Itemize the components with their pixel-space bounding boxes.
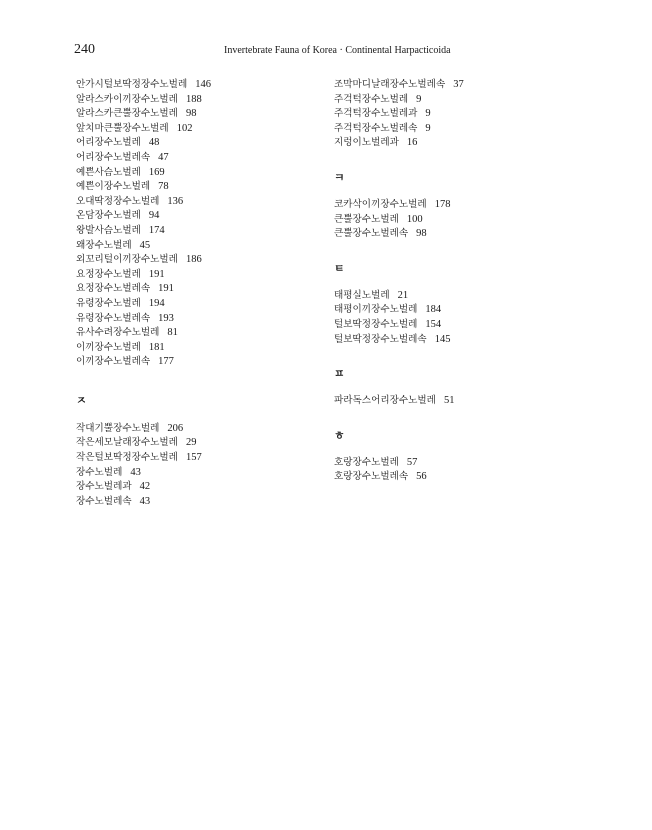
index-entry — [76, 480, 316, 495]
index-page-number: 191 — [148, 268, 165, 280]
index-term: 요정장수노벌레속 — [76, 283, 151, 295]
index-term: 큰뿔장수노벌레속 — [334, 228, 409, 240]
index-group — [334, 262, 594, 347]
index-term: 작은털보딱정장수노벌레 — [76, 452, 178, 464]
index-term: 안가시털보딱정장수노벌레 — [76, 79, 188, 90]
index-page-number: 178 — [434, 198, 451, 210]
index-page-number: 9 — [425, 108, 431, 120]
index-entry — [76, 107, 316, 122]
index-page-number: 16 — [406, 137, 418, 149]
index-term: 유령장수노벌레 — [76, 297, 141, 309]
index-term: 장수노벌레과 — [76, 481, 132, 493]
index-term: 어리장수노벌레 — [76, 137, 141, 149]
index-entry — [76, 93, 316, 108]
index-term: 장수노벌레속 — [76, 495, 132, 507]
index-term: 태평실노벌레 — [334, 289, 390, 301]
index-term: 태평이끼장수노벌레 — [334, 304, 418, 316]
index-page-number: 184 — [425, 304, 442, 316]
index-page-number: 9 — [416, 93, 422, 105]
running-head: Invertebrate Fauna of Korea · Continental Harpacticoida — [224, 45, 451, 56]
index-page-number: 188 — [185, 93, 202, 105]
index-entry — [334, 78, 594, 93]
index-page-number: 48 — [148, 137, 160, 149]
index-page-number: 9 — [425, 122, 431, 134]
index-term: 파라독스어리장수노벌레 — [334, 395, 436, 407]
index-term: 예쁜사슴노벌레 — [76, 166, 141, 178]
index-page-number: 29 — [185, 437, 197, 449]
index-term: 조막마디날래장수노벌레속 — [334, 79, 446, 90]
index-entry — [334, 227, 594, 242]
index-term: 작대기뿔장수노벌레 — [76, 422, 160, 434]
index-group — [334, 78, 594, 151]
index-term: 주걱턱장수노벌레 — [334, 93, 409, 105]
index-entry — [334, 107, 594, 122]
index-page-number: 145 — [434, 333, 451, 345]
index-entry — [76, 136, 316, 151]
index-term: 알라스카큰뿔장수노벌레 — [76, 108, 178, 120]
index-term: 지렁이노벌레과 — [334, 137, 399, 149]
index-entry — [334, 198, 594, 213]
index-letter-heading: ㅎ — [334, 428, 345, 442]
index-entry — [76, 341, 316, 356]
index-entry — [76, 268, 316, 283]
index-page-number: 177 — [158, 356, 174, 368]
index-entry — [334, 333, 594, 348]
index-term: 왕발사슴노벌레 — [76, 224, 141, 236]
index-page-number: 56 — [416, 471, 427, 483]
index-page-number: 181 — [148, 341, 165, 353]
index-page-number: 51 — [443, 395, 455, 407]
index-term: 왜장수노벌레 — [76, 239, 132, 251]
index-term: 외꼬리털이끼장수노벌레 — [76, 254, 178, 266]
index-entry — [76, 195, 316, 210]
index-entry — [76, 122, 316, 137]
index-entry — [334, 213, 594, 228]
index-entry — [76, 166, 316, 181]
index-term: 이끼장수노벌레속 — [76, 356, 151, 368]
index-term: 어리장수노벌레속 — [76, 151, 151, 163]
index-group — [334, 367, 594, 409]
index-column-left — [76, 78, 316, 509]
index-term: 주걱턱장수노벌레속 — [334, 122, 418, 134]
index-term: 털보딱정장수노벌레속 — [334, 333, 427, 345]
index-entry — [76, 180, 316, 195]
index-term: 오대딱정장수노벌레 — [76, 195, 160, 207]
index-term: 알라스카이끼장수노벌레 — [76, 93, 178, 105]
index-entry — [76, 297, 316, 312]
index-page-number: 98 — [416, 228, 427, 240]
index-entry — [76, 451, 316, 466]
index-entry — [76, 78, 316, 93]
index-page-number: 42 — [139, 481, 151, 493]
page-number: 240 — [74, 42, 95, 57]
index-entry — [76, 239, 316, 254]
index-page-number: 154 — [425, 318, 442, 330]
index-term: 유사수려장수노벌레 — [76, 327, 160, 339]
index-term: 작은세모날래장수노벌레 — [76, 437, 178, 449]
index-entry — [76, 436, 316, 451]
index-entry — [334, 136, 594, 151]
index-page-number: 43 — [130, 466, 141, 478]
index-term: 호랑장수노벌레 — [334, 456, 399, 468]
index-entry — [334, 122, 594, 137]
index-entry — [76, 355, 316, 370]
index-term: 코카삭이끼장수노벌레 — [334, 198, 427, 210]
index-page-number: 193 — [158, 312, 174, 324]
index-entry — [76, 312, 316, 327]
index-page-number: 81 — [167, 327, 178, 339]
index-term: 주걱턱장수노벌레과 — [334, 108, 418, 120]
index-entry — [76, 253, 316, 268]
index-letter-heading: ㅈ — [76, 393, 87, 407]
index-entry — [76, 209, 316, 224]
index-page-number: 98 — [185, 108, 197, 120]
index-entry — [334, 456, 594, 471]
index-entry — [76, 422, 316, 437]
index-page-number: 78 — [158, 181, 169, 193]
index-page-number: 157 — [185, 452, 202, 464]
index-term: 장수노벌레 — [76, 466, 123, 478]
index-page-number: 102 — [176, 122, 193, 134]
index-entry — [76, 151, 316, 166]
index-term: 요정장수노벌레 — [76, 268, 141, 280]
index-entry — [334, 303, 594, 318]
index-page-number: 47 — [158, 151, 169, 163]
index-page-number: 43 — [139, 495, 151, 507]
index-page-number: 169 — [148, 166, 165, 178]
index-column-right — [334, 78, 594, 485]
index-page-number: 45 — [139, 239, 151, 251]
index-group — [334, 171, 594, 242]
index-page-number: 100 — [406, 213, 423, 225]
index-page-number: 21 — [397, 289, 409, 301]
index-entry — [334, 394, 594, 409]
index-entry — [334, 93, 594, 108]
index-term: 이끼장수노벌레 — [76, 341, 141, 353]
index-term: 털보딱정장수노벌레 — [334, 318, 418, 330]
index-entry — [76, 224, 316, 239]
index-page-number: 206 — [167, 422, 184, 434]
index-letter-heading: ㅋ — [334, 170, 345, 184]
index-page-number: 37 — [453, 79, 464, 90]
index-page-number: 57 — [406, 456, 418, 468]
index-page-number: 94 — [148, 210, 160, 222]
index-page-number: 191 — [158, 283, 174, 295]
index-entry — [334, 289, 594, 304]
index-entry — [76, 466, 316, 481]
index-entry — [76, 495, 316, 510]
index-entry — [76, 326, 316, 341]
index-page-number: 194 — [148, 297, 165, 309]
index-entry — [334, 470, 594, 485]
index-term: 예쁜이장수노벌레 — [76, 181, 151, 193]
index-group — [76, 78, 316, 370]
index-term: 앞치마큰뿔장수노벌레 — [76, 122, 169, 134]
index-group — [334, 429, 594, 485]
index-term: 큰뿔장수노벌레 — [334, 213, 399, 225]
index-letter-heading: ㅍ — [334, 367, 345, 381]
index-term: 호랑장수노벌레속 — [334, 471, 409, 483]
index-term: 유령장수노벌레속 — [76, 312, 151, 324]
index-group — [76, 394, 316, 510]
index-entry — [334, 318, 594, 333]
index-page-number: 146 — [195, 79, 211, 90]
index-entry — [76, 282, 316, 297]
index-page-number: 136 — [167, 195, 184, 207]
index-letter-heading: ㅌ — [334, 261, 345, 275]
index-page-number: 186 — [185, 254, 202, 266]
index-term: 온담장수노벌레 — [76, 210, 141, 222]
index-page-number: 174 — [148, 224, 165, 236]
